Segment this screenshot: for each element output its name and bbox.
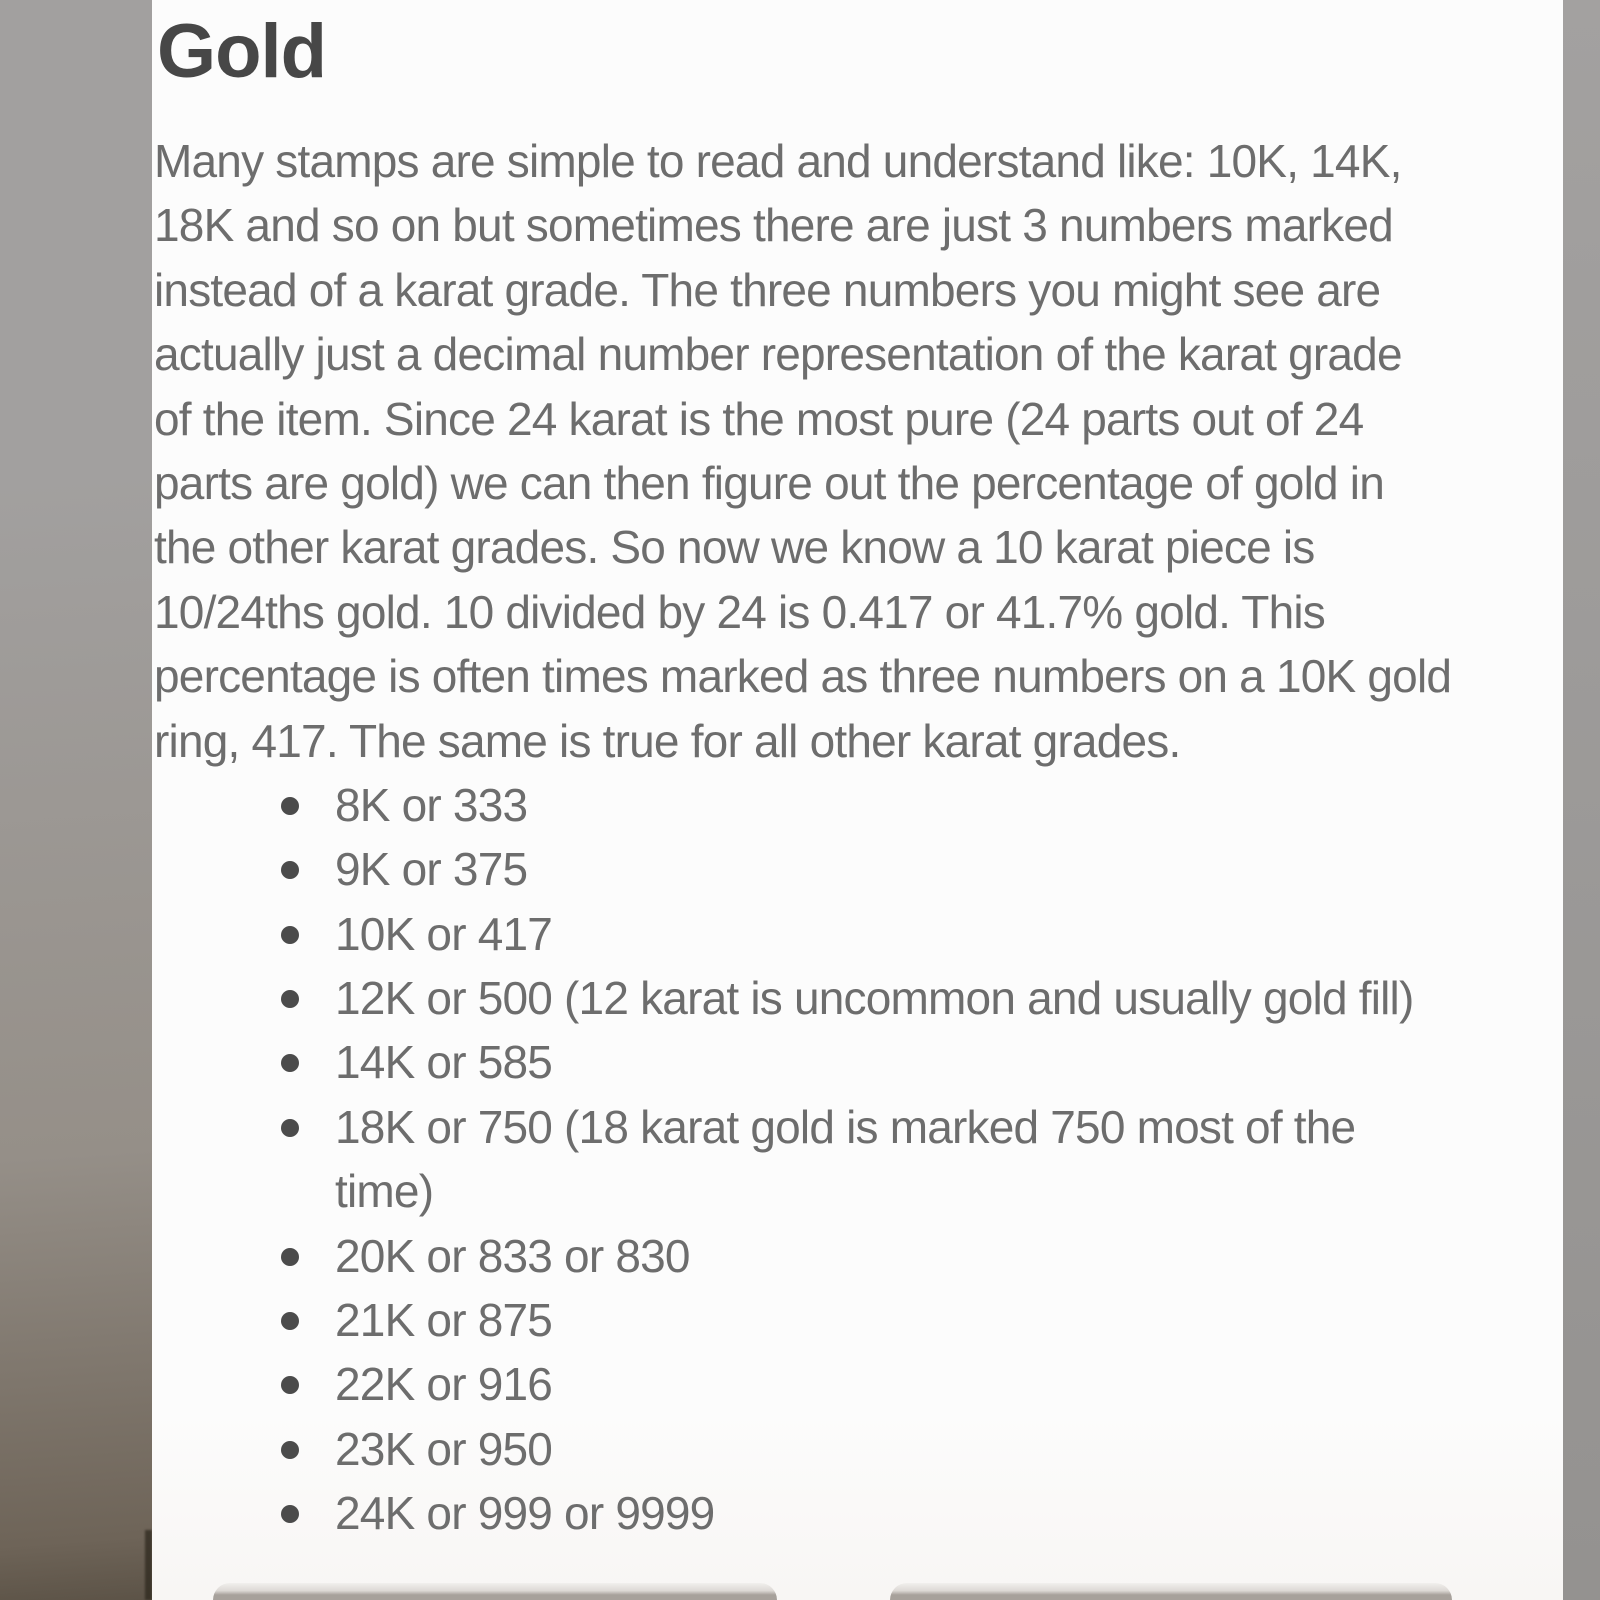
list-item-label: 18K or 750 (18 karat gold is marked 750 most of the: [335, 1100, 1356, 1153]
bottom-card-right[interactable]: [890, 1583, 1452, 1600]
paragraph-line: 10/24ths gold. 10 divided by 24 is 0.417 or 41.7% gold. This: [154, 585, 1325, 638]
list-item: [152, 837, 1563, 901]
paragraph-line: actually just a decimal number representation of the karat grade: [154, 328, 1402, 381]
list-item-label: 22K or 916: [335, 1358, 553, 1411]
bullet-icon: [281, 861, 299, 879]
list-item: [152, 1030, 1563, 1094]
page-title: Gold: [157, 9, 327, 94]
bullet-icon: [281, 1119, 299, 1137]
bullet-icon: [281, 797, 299, 815]
list-item-label: 12K or 500 (12 karat is uncommon and usually gold fill): [335, 972, 1414, 1025]
list-item: [152, 1417, 1563, 1481]
paragraph-line: instead of a karat grade. The three numbers you might see are: [154, 263, 1381, 316]
bullet-icon: [281, 1312, 299, 1330]
intro-paragraph: [152, 129, 1563, 773]
bullet-icon: [281, 1054, 299, 1072]
list-item-continuation: [152, 1159, 1563, 1223]
karat-grade-list: [152, 773, 1563, 1546]
paragraph-line: the other karat grades. So now we know a 10 karat piece is: [154, 521, 1315, 574]
list-item-label: 8K or 333: [335, 778, 528, 831]
blurred-background-left: [0, 0, 152, 1600]
bottom-card-left[interactable]: [213, 1583, 777, 1600]
list-item: [152, 773, 1563, 837]
list-item-label: 10K or 417: [335, 907, 553, 960]
paragraph-line: parts are gold) we can then figure out the percentage of gold in: [154, 456, 1384, 509]
list-item-label: 23K or 950: [335, 1422, 553, 1475]
bullet-icon: [281, 926, 299, 944]
list-item-label: 24K or 999 or 9999: [335, 1487, 715, 1540]
list-item: [152, 1095, 1563, 1159]
list-item: [152, 1352, 1563, 1416]
paragraph-line: 18K and so on but sometimes there are just 3 numbers marked: [154, 199, 1393, 252]
document-page: [152, 0, 1563, 1600]
list-item: [152, 1224, 1563, 1288]
paragraph-line: of the item. Since 24 karat is the most pure (24 parts out of 24: [154, 392, 1364, 445]
bullet-icon: [281, 1248, 299, 1266]
list-item-label: 14K or 585: [335, 1036, 553, 1089]
bullet-icon: [281, 1505, 299, 1523]
list-item-label: 9K or 375: [335, 843, 528, 896]
blurred-background-right: [1563, 0, 1600, 1600]
paragraph-line: percentage is often times marked as three numbers on a 10K gold: [154, 650, 1452, 703]
bullet-icon: [281, 990, 299, 1008]
paragraph-line: ring, 417. The same is true for all other karat grades.: [154, 714, 1181, 767]
list-item: [152, 1288, 1563, 1352]
list-item-label: time): [335, 1165, 434, 1218]
list-item: [152, 902, 1563, 966]
list-item-label: 20K or 833 or 830: [335, 1229, 690, 1282]
bullet-icon: [281, 1441, 299, 1459]
list-item: [152, 1481, 1563, 1545]
bullet-icon: [281, 1376, 299, 1394]
list-item: [152, 966, 1563, 1030]
list-item-label: 21K or 875: [335, 1294, 553, 1347]
paragraph-line: Many stamps are simple to read and understand like: 10K, 14K,: [154, 135, 1402, 187]
